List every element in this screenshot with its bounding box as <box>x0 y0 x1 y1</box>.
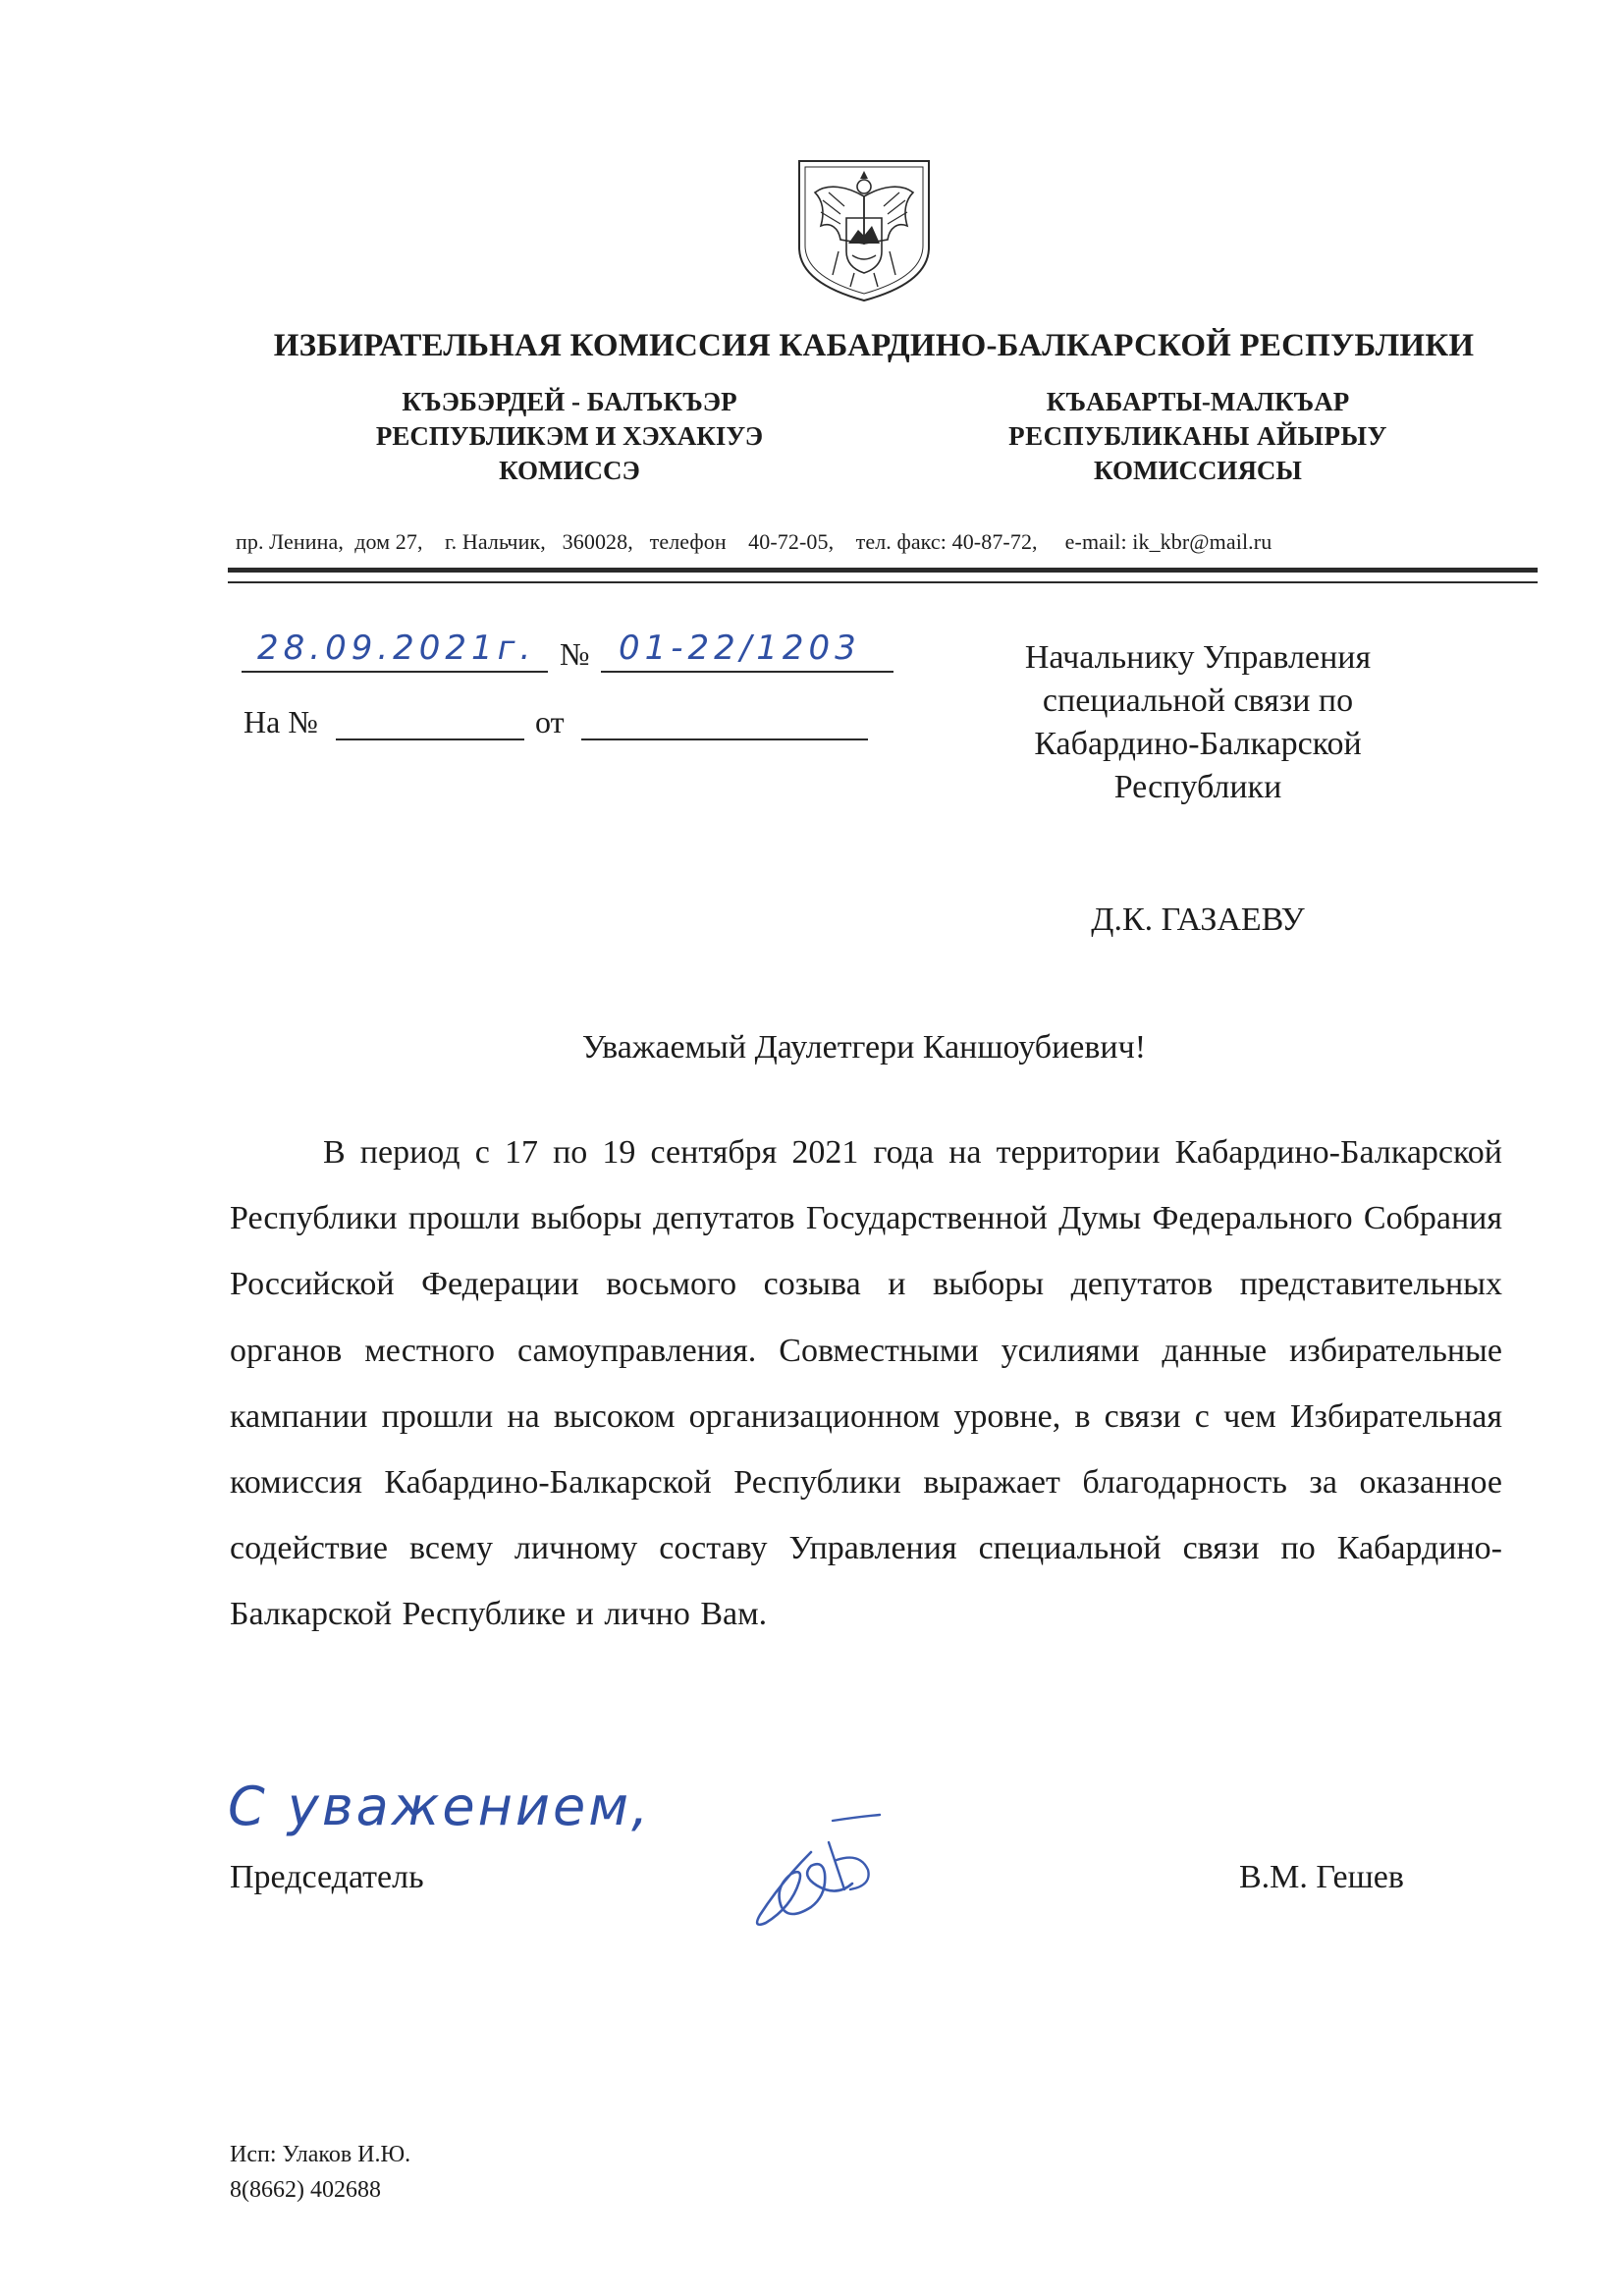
handwritten-closing: С уважением, <box>228 1776 652 1837</box>
addressee-line-4: Республики <box>1113 769 1282 805</box>
signer-name: В.М. Гешев <box>1239 1859 1404 1895</box>
organization-name-kabardian <box>295 385 844 488</box>
in-reply-date-line <box>581 738 868 740</box>
letter-body: В период с 17 по 19 сентября 2021 года на территории Кабардино-Балкарской Республики прошли выборы депутатов Государственной Думы Федерального Собрания Российской Федерации восьмого созыва и выборы депутатов представительных органов местного самоуправления. Совместными усилиями данные избирательные кампании прошли на высоком организационном уровне, в связи с чем Избирательная комиссия Кабардино-Балкарской Республики выражает благодарность за оказанное содействие всему личному составу Управления специальной связи по Кабардино-Балкарской Республике и лично Вам. <box>230 1134 1502 1633</box>
addressee-block <box>943 636 1453 809</box>
outgoing-date: 28.09.2021г. <box>257 629 536 668</box>
executor-info <box>230 2137 410 2208</box>
from-label: от <box>535 704 565 739</box>
addressee-line-3: Кабардино-Балкарской <box>1034 726 1362 762</box>
kabardian-line-1: КЪЭБЭРДЕЙ - БАЛЪКЪЭР <box>402 387 737 416</box>
header-divider-thin <box>228 581 1538 583</box>
balkar-line-2: РЕСПУБЛИКАНЫ АЙЫРЫУ <box>1008 421 1387 451</box>
signature-icon <box>742 1813 890 1937</box>
addressee-name: Д.К. ГАЗАЕВУ <box>1091 902 1305 938</box>
addressee-line-1: Начальнику Управления <box>1024 639 1372 676</box>
executor-name: Исп: Улаков И.Ю. <box>230 2142 411 2167</box>
outgoing-number: 01-22/1203 <box>619 629 861 668</box>
balkar-line-3: КОМИССИЯСЫ <box>1094 456 1302 485</box>
balkar-line-1: КЪАБАРТЫ-МАЛКЪАР <box>1046 387 1350 416</box>
date-underline <box>242 671 548 673</box>
coat-of-arms-icon <box>793 157 935 304</box>
addressee-line-2: специальной связи по <box>1042 683 1354 719</box>
salutation: Уважаемый Даулетгери Каншоубиевич! <box>581 1029 1147 1066</box>
number-label: № <box>560 636 590 672</box>
header-divider-thick <box>228 568 1538 573</box>
number-underline <box>601 671 893 673</box>
in-reply-label: На № <box>244 704 318 739</box>
organization-name-balkar <box>903 385 1492 488</box>
executor-phone: 8(8662) 402688 <box>230 2177 381 2203</box>
signer-title: Председатель <box>230 1859 424 1895</box>
organization-address: пр. Ленина, дом 27, г. Нальчик, 360028, телефон 40-72-05, тел. факс: 40-87-72, e-mail: ik_kbr@mail.ru <box>236 529 1272 554</box>
kabardian-line-3: КОМИССЭ <box>499 456 640 485</box>
organization-title: ИЗБИРАТЕЛЬНАЯ КОМИССИЯ КАБАРДИНО-БАЛКАРСКОЙ РЕСПУБЛИКИ <box>273 328 1475 363</box>
kabardian-line-2: РЕСПУБЛИКЭМ И ХЭХАКIУЭ <box>375 421 764 451</box>
in-reply-number-line <box>336 738 524 740</box>
